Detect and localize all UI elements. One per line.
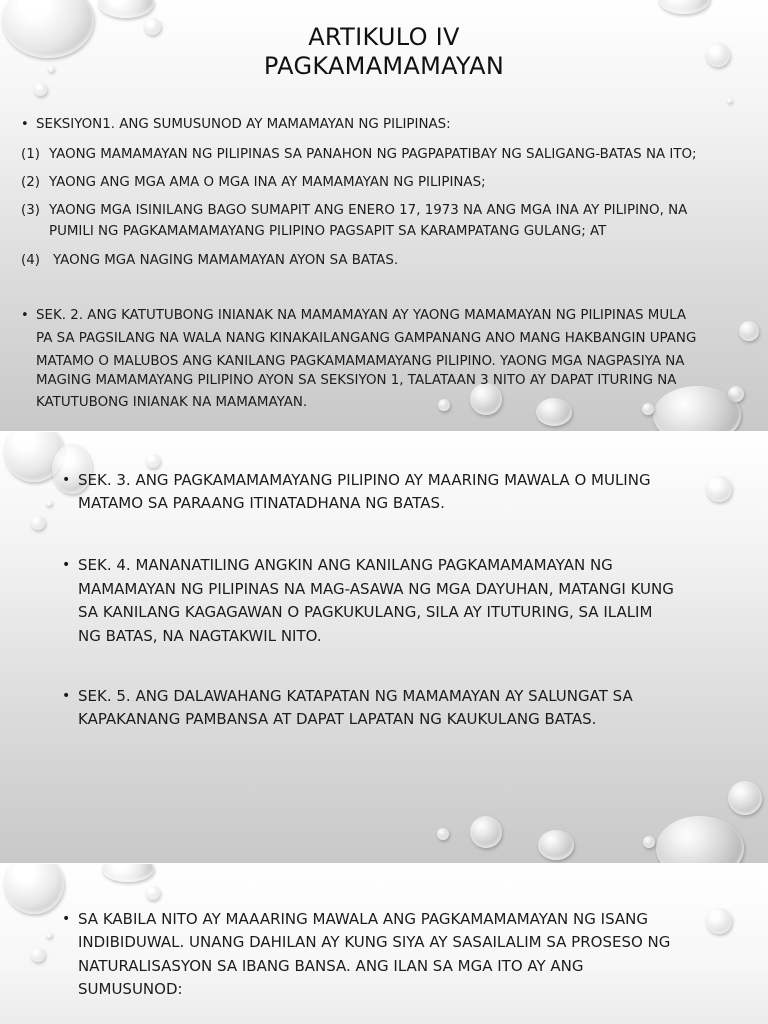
water-drop-decoration bbox=[536, 398, 572, 426]
bullet: • bbox=[21, 308, 29, 323]
item-text: YAONG MAMAMAYAN NG PILIPINAS SA PANAHON NG PAGPAPATIBAY NG SALIGANG-BATAS NA ITO; bbox=[49, 147, 697, 162]
water-drop-decoration bbox=[31, 948, 45, 962]
slide-1 bbox=[0, 0, 768, 432]
sek2-line: SEK. 2. ANG KATUTUBONG INIANAK NA MAMAMAYAN AY YAONG MAMAMAYAN NG PILIPINAS MULA bbox=[36, 308, 687, 323]
sek3-line: MATAMO SA PARAANG ITINATADHANA NG BATAS. bbox=[78, 494, 445, 512]
water-drop-decoration bbox=[31, 516, 45, 530]
water-drop-decoration bbox=[438, 399, 450, 411]
water-drop-decoration bbox=[727, 98, 732, 103]
water-drop-decoration bbox=[46, 932, 52, 938]
water-drop-decoration bbox=[437, 828, 449, 840]
slide-title-line1: ARTIKULO IV bbox=[308, 23, 460, 51]
water-drop-decoration bbox=[739, 321, 759, 341]
sek5-line: SEK. 5. ANG DALAWAHANG KATAPATAN NG MAMAMAYAN AY SALUNGAT SA bbox=[78, 687, 633, 705]
bullet: • bbox=[21, 117, 29, 132]
sek2-line: MAGING MAMAMAYANG PILIPINO AYON SA SEKSIYON 1, TALATAAN 3 NITO AY DAPAT ITURING NA bbox=[36, 373, 677, 388]
item-number: (3) bbox=[21, 203, 40, 218]
water-drop-decoration bbox=[642, 403, 654, 415]
water-drop-decoration bbox=[46, 500, 52, 506]
seksiyon1-heading: SEKSIYON1. ANG SUMUSUNOD AY MAMAMAYAN NG PILIPINAS: bbox=[36, 117, 451, 132]
sek2-line: KATUTUBONG INIANAK NA MAMAMAYAN. bbox=[36, 395, 308, 410]
water-drop-decoration bbox=[4, 864, 64, 914]
water-drop-decoration bbox=[656, 816, 744, 864]
sek4-line: SEK. 4. MANANATILING ANGKIN ANG KANILANG PAGKAMAMAMAYAN NG bbox=[78, 556, 613, 574]
water-drop-decoration bbox=[706, 908, 732, 934]
water-drop-decoration bbox=[643, 836, 655, 848]
sek2-line: PA SA PAGSILANG NA WALA NANG KINAKAILANGANG GAMPANANG ANO MANG HAKBANGIN UPANG bbox=[36, 331, 697, 346]
bullet: • bbox=[62, 557, 71, 573]
paragraph-line: INDIBIDUWAL. UNANG DAHILAN AY KUNG SIYA AY SASAILALIM SA PROSESO NG bbox=[78, 933, 671, 952]
sek4-line: SA KANILANG KAGAGAWAN O PAGKUKULANG, SILA AY ITUTURING, SA ILALIM bbox=[78, 603, 653, 621]
water-drop-decoration bbox=[98, 0, 154, 18]
water-drop-decoration bbox=[728, 781, 762, 815]
water-drop-decoration bbox=[102, 864, 154, 882]
sek2-line: MATAMO O MALUBOS ANG KANILANG PAGKAMAMAMAYANG PILIPINO. YAONG MGA NAGPASIYA NA bbox=[36, 354, 685, 369]
sek5-line: KAPAKANANG PAMBANSA AT DAPAT LAPATAN NG KAUKULANG BATAS. bbox=[78, 710, 597, 728]
paragraph-line: NATURALISASYON SA IBANG BANSA. ANG ILAN SA MGA ITO AY ANG bbox=[78, 956, 584, 975]
bullet: • bbox=[62, 688, 71, 704]
sek3-line: SEK. 3. ANG PAGKAMAMAMAYANG PILIPINO AY MAARING MAWALA O MULING bbox=[78, 471, 651, 489]
item-text-continued: PUMILI NG PAGKAMAMAMAYANG PILIPINO PAGSAPIT SA KARAMPATANG GULANG; AT bbox=[49, 224, 607, 239]
paragraph-line: SUMUSUNOD: bbox=[78, 979, 183, 998]
item-number: (1) bbox=[21, 147, 40, 162]
item-number: (4) bbox=[21, 253, 40, 268]
paragraph-line: SA KABILA NITO AY MAAARING MAWALA ANG PAGKAMAMAMAYAN NG ISANG bbox=[78, 910, 648, 928]
sek4-line: NG BATAS, NA NAGTAKWIL NITO. bbox=[78, 626, 322, 645]
slide-title-line2: PAGKAMAMAMAYAN bbox=[263, 52, 505, 80]
water-drop-decoration bbox=[146, 454, 160, 468]
item-text: YAONG MGA ISINILANG BAGO SUMAPIT ANG ENERO 17, 1973 NA ANG MGA INA AY PILIPINO, NA bbox=[49, 203, 688, 218]
slide-2 bbox=[0, 432, 768, 864]
sek4-line: MAMAMAYAN NG PILIPINAS NA MAG-ASAWA NG MGA DAYUHAN, MATANGI KUNG bbox=[78, 579, 674, 598]
bullet: • bbox=[62, 472, 71, 488]
water-drop-decoration bbox=[34, 83, 47, 96]
water-drop-decoration bbox=[146, 886, 160, 900]
item-text: YAONG MGA NAGING MAMAMAYAN AYON SA BATAS. bbox=[53, 253, 399, 268]
water-drop-decoration bbox=[538, 830, 574, 860]
bullet: • bbox=[62, 911, 71, 927]
water-drop-decoration bbox=[706, 476, 732, 502]
item-text: YAONG ANG MGA AMA O MGA INA AY MAMAMAYAN NG PILIPINAS; bbox=[49, 175, 486, 190]
water-drop-decoration bbox=[470, 816, 502, 848]
water-drop-decoration bbox=[658, 0, 710, 14]
item-number: (2) bbox=[21, 175, 40, 190]
slide-3 bbox=[0, 864, 768, 1024]
